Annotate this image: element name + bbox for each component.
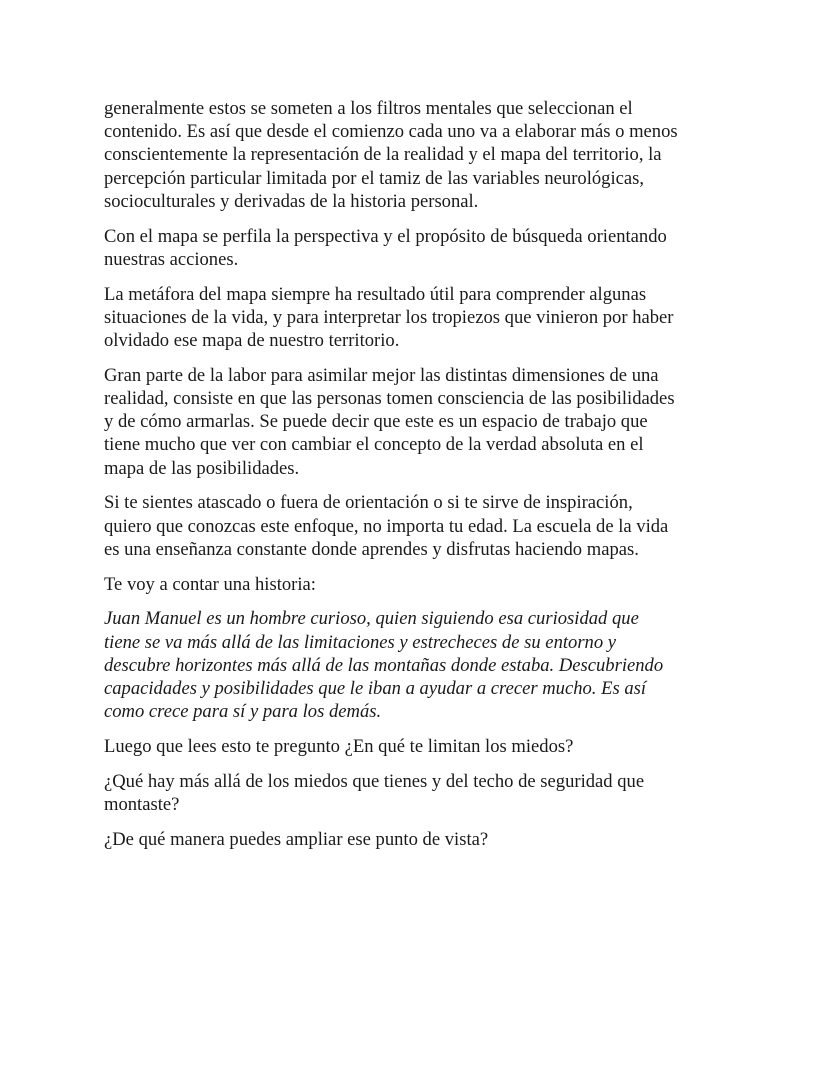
text-line: tiene mucho que ver con cambiar el concepto de la verdad absoluta en el bbox=[104, 434, 644, 456]
text-line: conscientemente la representación de la realidad y el mapa del territorio, la bbox=[104, 144, 662, 166]
text-line: socioculturales y derivadas de la historia personal. bbox=[104, 190, 479, 212]
paragraph-orientation bbox=[104, 491, 744, 561]
text-line: situaciones de la vida, y para interpretar los tropiezos que vinieron por haber bbox=[104, 306, 674, 328]
text-line: olvidado ese mapa de nuestro territorio. bbox=[104, 330, 400, 352]
text-line: Gran parte de la labor para asimilar mejor las distintas dimensiones de una bbox=[104, 364, 659, 386]
text-line: Con el mapa se perfila la perspectiva y el propósito de búsqueda orientando bbox=[104, 225, 667, 247]
paragraph-mental-filters bbox=[104, 97, 744, 213]
text-line: realidad, consiste en que las personas tomen consciencia de las posibilidades bbox=[104, 388, 675, 410]
text-line: Luego que lees esto te pregunto ¿En qué te limitan los miedos? bbox=[104, 736, 574, 758]
text-line: nuestras acciones. bbox=[104, 248, 239, 270]
text-line: La metáfora del mapa siempre ha resultado útil para comprender algunas bbox=[104, 283, 647, 305]
text-line: descubre horizontes más allá de las montañas donde estaba. Descubriendo bbox=[104, 654, 664, 676]
paragraph-question-viewpoint bbox=[104, 828, 744, 851]
text-line: tiene se va más allá de las limitaciones y estrecheces de su entorno y bbox=[104, 631, 617, 653]
text-line: Te voy a contar una historia: bbox=[104, 573, 316, 595]
document-page bbox=[104, 97, 744, 863]
text-line: Juan Manuel es un hombre curioso, quien siguiendo esa curiosidad que bbox=[104, 608, 639, 630]
paragraph-story-italic bbox=[104, 607, 744, 723]
text-line: contenido. Es así que desde el comienzo cada uno va a elaborar más o menos bbox=[104, 121, 678, 143]
text-line: quiero que conozcas este enfoque, no importa tu edad. La escuela de la vida bbox=[104, 515, 669, 537]
paragraph-question-fears bbox=[104, 735, 744, 758]
text-line: montaste? bbox=[104, 794, 180, 816]
paragraph-story-intro bbox=[104, 573, 744, 596]
text-line: percepción particular limitada por el tamiz de las variables neurológicas, bbox=[104, 167, 645, 189]
paragraph-possibilities bbox=[104, 364, 744, 480]
text-line: ¿De qué manera puedes ampliar ese punto de vista? bbox=[104, 828, 489, 850]
paragraph-map-metaphor bbox=[104, 283, 744, 353]
paragraph-map-perspective bbox=[104, 225, 744, 271]
text-line: generalmente estos se someten a los filtros mentales que seleccionan el bbox=[104, 98, 633, 119]
text-line: es una enseñanza constante donde aprendes y disfrutas haciendo mapas. bbox=[104, 538, 639, 560]
text-line: Si te sientes atascado o fuera de orientación o si te sirve de inspiración, bbox=[104, 492, 633, 514]
text-line: como crece para sí y para los demás. bbox=[104, 701, 382, 723]
text-line: capacidades y posibilidades que le iban a ayudar a crecer mucho. Es así bbox=[104, 678, 647, 700]
text-line: mapa de las posibilidades. bbox=[104, 457, 300, 479]
text-line: y de cómo armarlas. Se puede decir que este es un espacio de trabajo que bbox=[104, 411, 648, 433]
text-line: ¿Qué hay más allá de los miedos que tienes y del techo de seguridad que bbox=[104, 770, 645, 792]
paragraph-question-beyond bbox=[104, 770, 744, 816]
